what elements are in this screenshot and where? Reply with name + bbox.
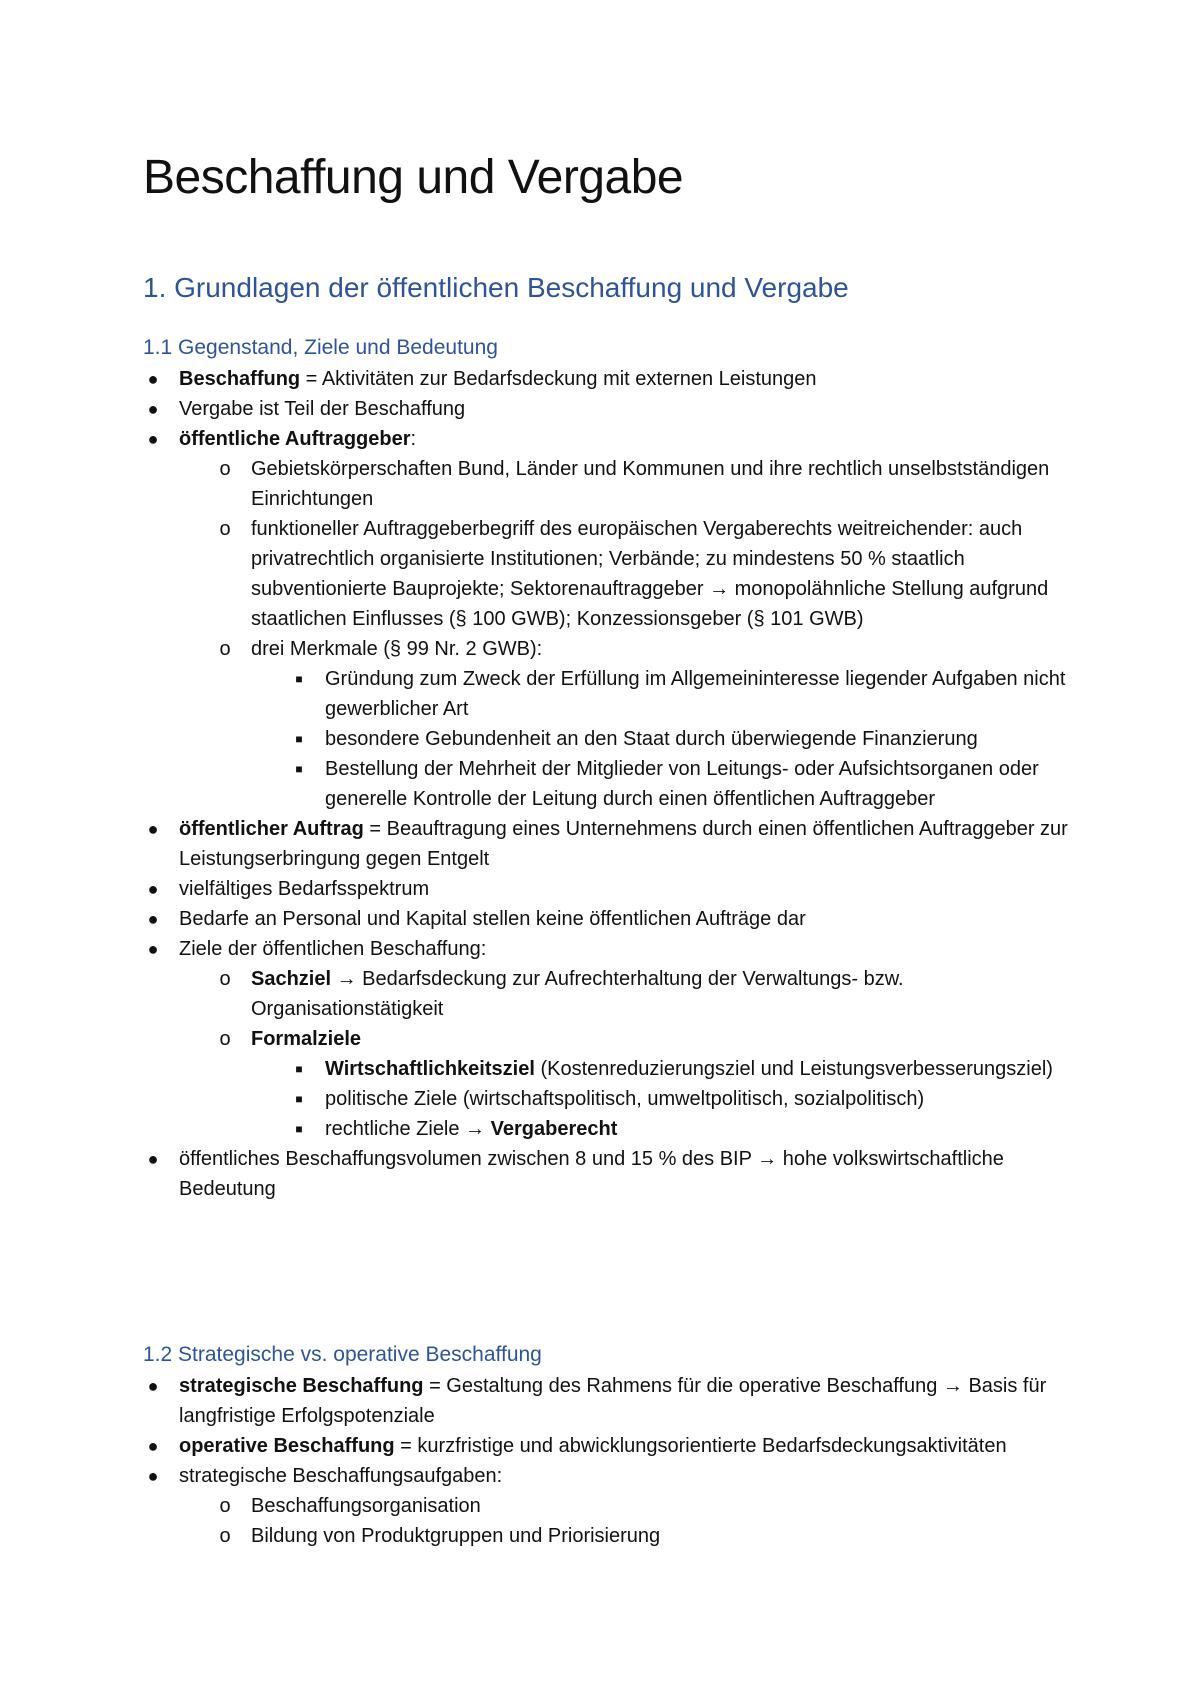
item-text: funktioneller Auftraggeberbegriff des europäischen Vergaberechts weitreichender: auch privatrechtlich organisierte Institutionen; Verbände; zu mindestens 50 % staatlich subventionierte Bauprojekte; Sektorenauftraggeber → monopolähnliche Stellung aufgrund staatlichen Einflusses (§ 100 GWB); Konzessionsgeber (§ 101 GWB)	[251, 518, 1049, 630]
list-item	[143, 1371, 1073, 1431]
bullet-icon: ●	[147, 909, 159, 929]
item-text: Bestellung der Mehrheit der Mitglieder von Leitungs- oder Aufsichtsorganen oder generelle Kontrolle der Leitung durch einen öffentlichen Auftraggeber	[325, 758, 1039, 810]
sub-list-item	[143, 634, 1073, 664]
bullet-icon: ●	[147, 429, 159, 449]
item-text: öffentliches Beschaffungsvolumen zwischen 8 und 15 % des BIP → hohe volkswirtschaftliche Bedeutung	[179, 1148, 1004, 1200]
item-text: vielfältiges Bedarfsspektrum	[179, 878, 430, 900]
sub-sub-list-item	[143, 1054, 1073, 1084]
sub-sub-list-item	[143, 664, 1073, 724]
bullet-icon: ●	[147, 879, 159, 899]
term: Wirtschaftlichkeitsziel	[325, 1058, 535, 1080]
term: operative Beschaffung	[179, 1435, 395, 1457]
item-text: rechtliche Ziele →	[325, 1118, 491, 1140]
definition: = Beauftragung eines Unternehmens durch einen öffentlichen Auftraggeber zur Leistungserbringung gegen Entgelt	[179, 818, 1068, 870]
item-text: Gebietskörperschaften Bund, Länder und Kommunen und ihre rechtlich unselbstständigen Einrichtungen	[251, 458, 1050, 510]
sub-list-item	[143, 1491, 1073, 1521]
square-bullet-icon: ■	[295, 1092, 303, 1106]
list-item	[143, 904, 1073, 934]
list-item	[143, 814, 1073, 874]
definition: = Aktivitäten zur Bedarfsdeckung mit externen Leistungen	[300, 368, 817, 390]
sub-list-item	[143, 1521, 1073, 1551]
item-text: strategische Beschaffungsaufgaben:	[179, 1465, 503, 1487]
square-bullet-icon: ■	[295, 762, 303, 776]
section-1-1-list	[143, 364, 1073, 1204]
square-bullet-icon: ■	[295, 732, 303, 746]
square-bullet-icon: ■	[295, 672, 303, 686]
definition: = Gestaltung des Rahmens für die operative Beschaffung → Basis für langfristige Erfolgspotenziale	[179, 1375, 1047, 1427]
bullet-icon: ●	[147, 1466, 159, 1486]
item-text: :	[410, 428, 417, 450]
bullet-icon: ●	[147, 1436, 159, 1456]
term: strategische Beschaffung	[179, 1375, 424, 1397]
item-text: → Bedarfsdeckung zur Aufrechterhaltung der Verwaltungs- bzw. Organisationstätigkeit	[251, 968, 904, 1020]
bullet-icon: ●	[147, 369, 159, 389]
square-bullet-icon: ■	[295, 1122, 303, 1136]
item-text: (Kostenreduzierungsziel und Leistungsverbesserungsziel)	[534, 1058, 1053, 1080]
item-text: Beschaffungsorganisation	[251, 1495, 481, 1517]
sub-list-item	[143, 514, 1073, 634]
term: Sachziel	[251, 968, 332, 990]
document-title: Beschaffung und Vergabe	[143, 151, 684, 204]
bullet-icon: ●	[147, 939, 159, 959]
section-heading-1-1: 1.1 Gegenstand, Ziele und Bedeutung	[143, 336, 498, 359]
circle-bullet-icon: o	[219, 1525, 231, 1547]
sub-list-item	[143, 1024, 1073, 1054]
circle-bullet-icon: o	[219, 638, 231, 660]
list-item	[143, 364, 1073, 394]
term: öffentlicher Auftrag	[179, 818, 364, 840]
item-text: Bedarfe an Personal und Kapital stellen keine öffentlichen Aufträge dar	[179, 908, 806, 930]
sub-sub-list-item	[143, 724, 1073, 754]
sub-sub-list-item	[143, 754, 1073, 814]
list-item	[143, 874, 1073, 904]
sub-sub-list-item	[143, 1114, 1073, 1144]
item-text: Gründung zum Zweck der Erfüllung im Allgemeininteresse liegender Aufgaben nicht gewerblicher Art	[325, 668, 1066, 720]
definition: = kurzfristige und abwicklungsorientierte Bedarfsdeckungsaktivitäten	[394, 1435, 1007, 1457]
item-text: Ziele der öffentlichen Beschaffung:	[179, 938, 487, 960]
bullet-icon: ●	[147, 1376, 159, 1396]
term: Vergaberecht	[490, 1118, 618, 1140]
chapter-heading: 1. Grundlagen der öffentlichen Beschaffung und Vergabe	[143, 272, 849, 303]
term: öffentliche Auftraggeber	[179, 428, 411, 450]
sub-list-item	[143, 454, 1073, 514]
item-text: politische Ziele (wirtschaftspolitisch, umweltpolitisch, sozialpolitisch)	[325, 1088, 925, 1110]
bullet-icon: ●	[147, 819, 159, 839]
item-text: Bildung von Produktgruppen und Priorisierung	[251, 1525, 661, 1547]
circle-bullet-icon: o	[219, 458, 231, 480]
term: Formalziele	[251, 1028, 362, 1050]
sub-sub-list-item	[143, 1084, 1073, 1114]
circle-bullet-icon: o	[219, 518, 231, 540]
list-item	[143, 1461, 1073, 1491]
item-text: besondere Gebundenheit an den Staat durch überwiegende Finanzierung	[325, 728, 978, 750]
list-item	[143, 424, 1073, 454]
section-heading-1-2: 1.2 Strategische vs. operative Beschaffung	[143, 1343, 542, 1366]
section-1-2-list	[143, 1371, 1073, 1551]
bullet-icon: ●	[147, 1149, 159, 1169]
circle-bullet-icon: o	[219, 1028, 231, 1050]
bullet-icon: ●	[147, 399, 159, 419]
item-text: drei Merkmale (§ 99 Nr. 2 GWB):	[251, 638, 543, 660]
circle-bullet-icon: o	[219, 968, 231, 990]
list-item	[143, 394, 1073, 424]
list-item	[143, 934, 1073, 964]
term: Beschaffung	[179, 368, 301, 390]
circle-bullet-icon: o	[219, 1495, 231, 1517]
square-bullet-icon: ■	[295, 1062, 303, 1076]
item-text: Vergabe ist Teil der Beschaffung	[179, 398, 466, 420]
list-item	[143, 1144, 1073, 1204]
sub-list-item	[143, 964, 1073, 1024]
list-item	[143, 1431, 1073, 1461]
